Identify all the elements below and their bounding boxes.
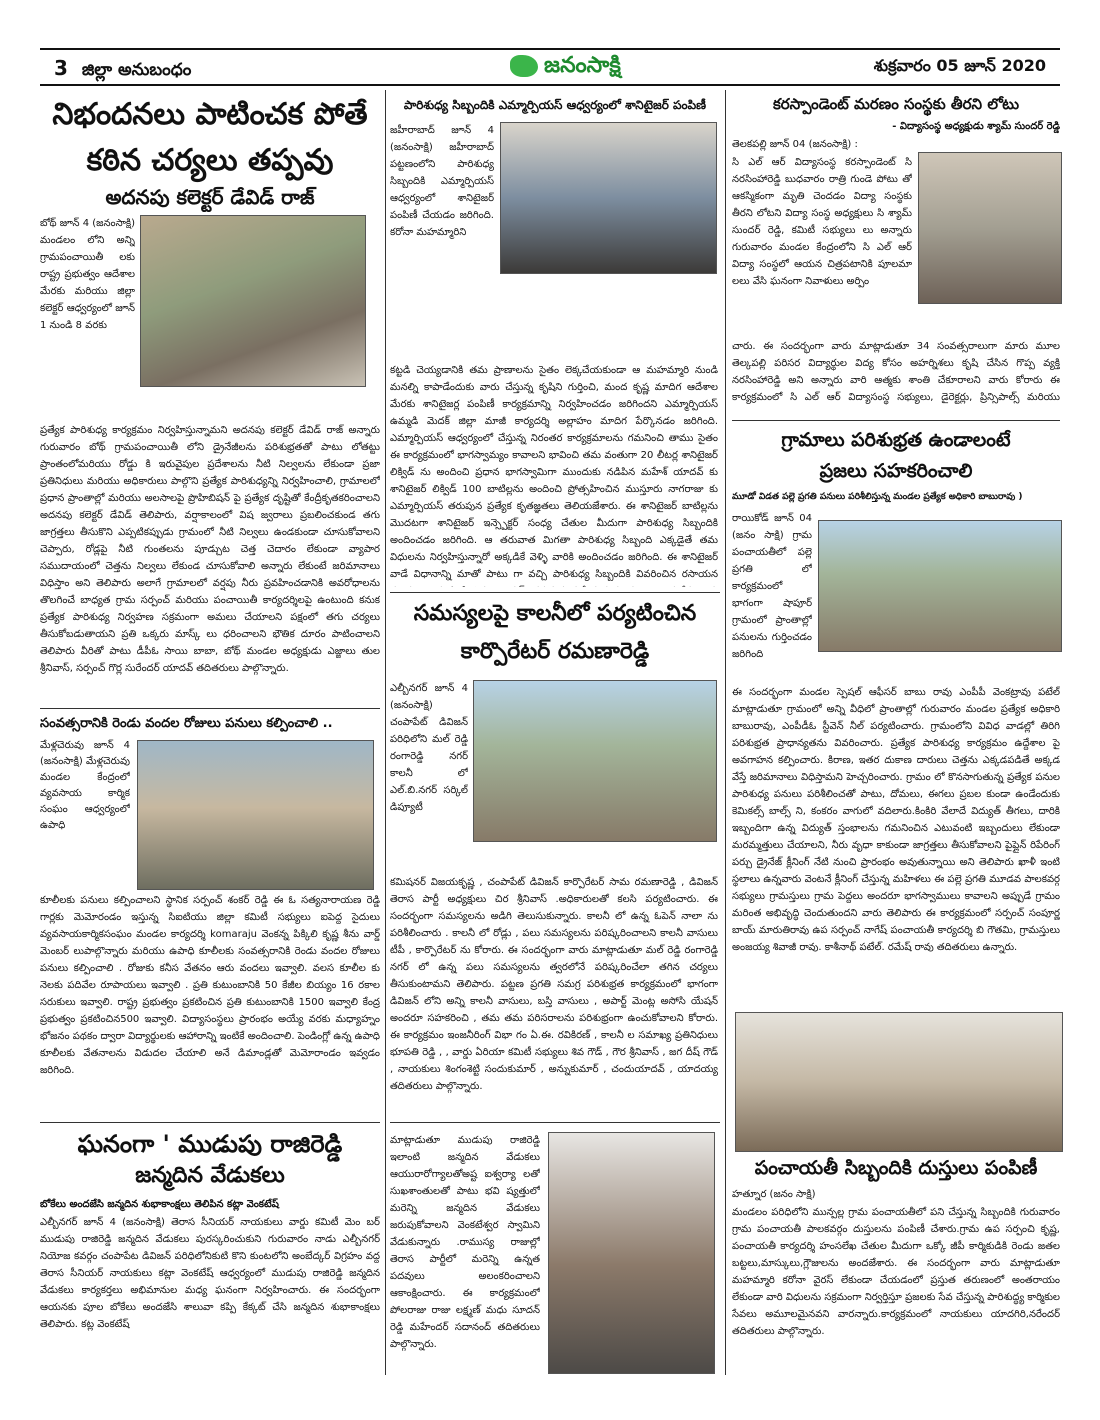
story5-dateline: ఎల్బీనగర్ జూన్ 4 (జనంసాక్షి) చంపాపేట్ డివిజన్ పరిధిలోని మల్ రెడ్డి రంగారెడ్డి నగర్ కాలనీ లో ఎల్.బి.నగర్ సర్కిల్ డిప్యూటీ [390,683,468,813]
story3-headline-2: జన్మదిన వేడుకలు [135,1163,285,1188]
story-divider [390,592,720,593]
issue-date: శుక్రవారం 05 జూన్ 2020 [873,56,1046,75]
story3-photo [548,1132,715,1374]
story5-headline-2: కార్పొరేటర్ రమణారెడ్డి [460,639,650,664]
story4-headline: పారిశుధ్య సిబ్బందికి ఎమ్మార్పియస్ ఆధ్వర్యంలో శానిటైజర్ పంపిణీ [403,98,707,112]
story2-headline: సంవత్సరానికి రెండు వందల రోజులు పనులు కల్పించాలి .. [40,716,333,731]
story6-body-narrow: సి ఎల్ ఆర్ విద్యాసంస్థ కరస్పాండెంట్ సి నరసింహారెడ్డి బుధవారం రాత్రి గుండె పోటు తో ఆకస్మికంగా మృతి చెందడం విద్యా సంస్థకు తీరని లోటని విద్యా సంస్థ అధ్యక్షులు సి శ్యామ్ సుందర్ రెడ్డి, కమిటీ సభ్యులు లు అన్నారు గురువారం మండల కేంద్రంలోని సి ఎల్ ఆర్ విద్యా సంస్థలో ఆయన చిత్రపటానికి పూలమా లలు వేసి ఘనంగా నివాళులు అర్పిం [732,157,912,287]
story7-photo [818,520,1062,652]
story3-body-left: ఎల్బీనగర్ జూన్ 4 (జనంసాక్షి) తెరాస సీనియర్ నాయకులు వార్డు కమిటీ మెం బర్ ముడుపు రాజిరెడ్డి జన్మదిన వేడుకలు పురస్కరించుకుని గురువారం నాడు ఎల్బీనగర్ నియోజ కవర్గం చంపాపేట డివిజన్ పరిధిలోనికుటి కొని కుంటలోని అంబేద్కర్ విగ్రహం వద్ద తెరాస సీనియర్ నాయకులు కట్లా వెంకటేష్ ఆధ్వర్యంలో ముడుపు రాజిరెడ్డి జన్మదిన వేడుకలు కార్యకర్తలు అభిమానుల మధ్య ఘనంగా నిర్వహించారు. ఈ సందర్భంగా ఆయనకు పూల బోకేలు అందజేసి శాలువా కప్పి కేక్కట్ చేసి జన్మదిన శుభాకాంక్షలు తెలిపారు. కట్ల వెంకటేష్ [40,1217,380,1330]
story6-body-wide: చారు. ఈ సందర్భంగా వారు మాట్లాడుతూ 34 సంవత్సరాలుగా మారు మూల తెల్కపల్లి పరిసర విద్యార్థుల విద్య కోసం అహర్నిశలు కృషి చేసిన గొప్ప వ్యక్తి నరసింహారెడ్డి అని అన్నారు వారి ఆత్మకు శాంతి చేకూరాలని వారు కోరారు ఈ కార్యక్రమంలో సి ఎల్ ఆర్ విద్యాసంస్థ సభ్యులు, డైరెక్టర్లు, ప్రిన్సిపాల్స్ మరియు [732,341,1060,403]
story-divider [40,1122,380,1123]
story2-body: కూలీలకు పనులు కల్పించాలని స్థానిక సర్పంచ్ శంకర్ రెడ్డి ఈ ఓ సత్యనారాయణ రెడ్డి గార్లకు మెమోరండం ఇస్తున్న సిఐటియు జిల్లా కమిటీ సభ్యులు ఐపెద్ద సైదులు వ్యవసాయకార్మికసంఘం మండల కార్యదర్శి komaraju వెంకన్న పిక్కిలి కృష్ణ శీను వార్డ్ మెంబర్ లుపాల్గొన్నారు మరియు ఉపాధి కూలీలకు సంవత్సరానికి రెండు వందల రోజులు పనులు కల్పించాలి . రోజుకు కనీస వేతనం ఆరు వందలు ఇవ్వాలి. వలస కూలీల కు నెలకు పదివేల రూపాయలు ఇవ్వాలి . ప్రతి కుటుంబానికి 50 కేజీల బియ్యం 16 రకాల సరుకులు ఇవ్వాలి. రాష్ట్ర ప్రభుత్వం ప్రకటించిన ప్రతి కుటుంబానికి 1500 ఇవ్వాలి కేంద్ర ప్రభుత్వం ప్రకటించిన500 ఇవ్వాలి. విద్యాసంస్థలు ప్రారంభం అయ్యే వరకు మధ్యాహ్నం భోజనం పథకం ద్వారా విద్యార్థులకు ఆహారాన్ని ఇంటికే అందించాలి. పెండింగ్లో ఉన్న ఉపాధి కూలీలకు వేతనాలను విడుదల చేయాలి అనే డిమాండ్లతో మెమోరాండం ఇవ్వడం జరిగింది. [40,895,380,1076]
masthead [40,48,1060,86]
story-divider [390,1122,720,1123]
story2-dateline: మేళ్లచెరువు జూన్ 4 (జనంసాక్షి) మేళ్లచెరువు మండల కేంద్రంలో వ్యవసాయ కార్మిక సంఘం ఆధ్వర్యంలో ఉపాధి [40,740,130,831]
story5-headline-1: సమస్యలపై కాలనీలో పర్యటించిన [413,601,697,626]
paper-name: జనంసాక్షి [544,53,621,78]
story3-body-right: మాట్లాడుతూ ముడుపు రాజిరెడ్డి ఇలాంటి జన్మదిన వేడుకలు ఆయురారోగ్యాలతోఅష్ట ఐశ్వర్యా లతో సుఖశాంతులతో పాటు భవి ష్యత్తులో మరెన్ని జన్మదిన వేడుకలు జరుపుకోవాలని వెంకటేశ్వర స్వామిని వేడుకున్నారు .రాముస్య రాజుల్లో తెరాస పార్టీలో మరెన్ని ఉన్నత పదవులు అలంకరించాలని ఆకాంక్షించారు. ఈ కార్యక్రమంలో పోలరాజు రాజు లక్ష్మణ్ మధు సూదన్ రెడ్డి మహేందర్ సదానంద్ తదితరులు పాల్గొన్నారు. [390,1135,540,1350]
story6-headline: కరస్పాండెంట్ మరణం సంస్థకు తీరని లోటు [772,95,1020,113]
story-divider [732,420,1060,421]
story-divider [40,708,380,709]
story6-byline: - విద్యాసంస్థ అధ్యక్షుడు శ్యామ్ సుందర్ రెడ్డి [892,121,1060,132]
story4-body: కట్టడి చెయ్యడానికి తమ ప్రాణాలను సైతం లెక్కచేయకుండా ఆ మహమ్మారి నుండి మనల్ని కాపాడేందుకు వారు చేస్తున్న కృషిని గుర్తించి, మంద కృష్ణ మాదిగ ఆదేశాల మేరకు శానిటైజర్ల పంపిణీ కార్యక్రమాన్ని నిర్వహించడం జరిగిందని ఎమ్మార్పియస్ ఉమ్మడి మెదక్ జిల్లా మాజీ కార్యదర్శి అల్లాహం మాదిగ పేర్కొనడం జరిగింది. ఎమ్మార్పియస్ ఆధ్వర్యంలో చేస్తున్న నిరంతర కార్యక్రమాలను గమనించి తాము సైతం ఈ కార్యక్రమంలో భాగస్వామ్యం కావాలని భావించి తమ వంతుగా 20 లీటర్ల శానిటైజర్ లిక్విడ్ ను అందించి ప్రధాన భాగస్వామిగా ముందుకు నడిపిన మహేశ్ యాదవ్ కు శానిటైజర్ లిక్విడ్ 100 బాటిల్లను అందించి ప్రోత్సహించిన ముస్తూరు నాగరాజు కు ఎమ్మార్పియస్ తరుపున ప్రత్యేక కృతజ్ఞతలు తెలియజేశారు. ఈ శానిటైజర్ బాటిల్లను మొదటగా శానిటైజర్ ఇన్స్పెక్టర్ సంధ్య చేతుల మీదుగా పారిశుధ్య సిబ్బందికి అందించడం జరిగింది. ఆ తరువాత మిగతా పారిశుధ్య సిబ్బంది ఎక్కడైతే తమ విధులను నిర్వహిస్తున్నారో అక్కడికే వెళ్ళి వారికి అందించడం జరిగింది. ఈ శానిటైజర్ వాడే విధానాన్ని మాతో పాటు గా వచ్చి పారిశుధ్య సిబ్బందికి వివరించిన రసాయన [390,365,718,580]
story7-subhead: మూడో విడత పల్లె ప్రగతి పనులు పరిశీలిస్తున్న మండల ప్రత్యేక అధికారి బాబురావు ) [732,492,1023,502]
story7-headline-2: ప్రజలు సహకరించాలి [819,460,973,482]
story4-photo [500,122,717,274]
story6-photo [918,152,1062,304]
story8-dateline: హత్నూర (జనం సాక్షి) [732,1189,816,1200]
story4-dateline: జహీరాబాద్ జూన్ 4 (జనంసాక్షి) జహీరాబాద్ పట్టణంలోని పారిశుధ్య సిబ్బందికి ఎమ్మార్పియస్ ఆధ్వర్యంలో శానిటైజర్ పంపిణీ చేయడం జరిగింది. కరోనా మహమ్మారిని [390,125,494,238]
story6-dateline: తెలకపల్లి జూన్ 04 (జనంసాక్షి) : [732,139,858,150]
story7-dateline: రాయికోడ్ జూన్ 04 (జనం సాక్షి) గ్రామ పంచాయతీలో పల్లె ప్రగతి లో కార్యక్రమంలో భాగంగా షాపూర్ గ్రామంలో ప్రాంతాల్లో పనులను గుర్తించడం జరిగింది [732,513,812,660]
page-number: 3 [54,56,68,80]
story3-headline-1: ఘనంగా ' ముడుపు రాజిరెడ్డి [77,1130,343,1158]
story8-headline: పంచాయతీ సిబ్బందికి దుస్తులు పంపిణీ [754,1157,1038,1179]
story7-headline-1: గ్రామాలు పరిశుభ్రత ఉండాలంటే [781,429,1011,451]
column-divider [725,90,726,1375]
janamsakshi-logo-icon [510,55,538,77]
story8-photo [735,1012,1063,1152]
story1-headline-1: నిభందనలు పాటించక పోతే [52,97,368,132]
section-name: జిల్లా అనుబంధం [81,60,192,80]
story1-headline-2: కఠిన చర్యలు తప్పవు [86,143,334,178]
page-info [54,56,191,84]
story5-body: కమిషనర్ విజయకృష్ణ , చంపాపేట్ డివిజన్ కార్పొరేటర్ సామ రమణారెడ్డి , డివిజన్ తెరాస పార్టీ అధ్యక్షులు చిర శ్రీనివాస్ .అధికారులతో కలసి పర్యటించారు. ఈ సందర్భంగా సమస్యలను అడిగి తెలుసుకున్నారు. కాలనీ లో ఉన్న ఓపెన్ నాలా ను పరిశీలించారు . కాలనీ లో రోడ్లు , పలు సమస్యలను పరిష్కరించాలని కాలనీ వాసులు టీపీ , కార్పొరేటర్ ను కోరారు. ఈ సందర్భంగా వారు మాట్లాడుతూ మల్ రెడ్డి రంగారెడ్డి నగర్ లో ఉన్న పలు సమస్యలను త్వరలోనే పరిష్కరించేలా తగిన చర్యలు తీసుకుంటామని తెలిపారు. పట్టణ ప్రగతి సమగ్ర పరిశుభ్రత కార్యక్రమంలో భాగంగా డివిజన్ లోని అన్ని కాలనీ వాసులు, బస్తి వాసులు , అపార్ట్ మెంట్ల అసోసి యేషన్ అందరూ సహకరించి , తమ తమ పరిసరాలను పరిశుభ్రంగా ఉంచుకోవాలని కోరారు. ఈ కార్యక్రమం ఇంజనీరింగ్ విభా గం ఏ.ఈ. రవికిరణ్ , కాలనీ ల సమాఖ్య ప్రతినిధులు భూపతి రెడ్డి , , వార్డు ఏరియా కమిటీ సభ్యులు శివ గౌడ్ , గౌర శ్రీనివాస్ , జగ దీష్ గౌడ్ , నాయకులు శింగంశెట్టి సందుకుమార్ , అన్నుకుమార్ , చందుయాదవ్ , యాదయ్య తదితరులు పాల్గొన్నారు. [390,877,718,1092]
story1-body: ప్రత్యేక పారిశుధ్య కార్యక్రమం నిర్వహిస్తున్నామని అదనపు కలెక్టర్ డేవిడ్ రాజ్ అన్నారు గురువారం బోథ్ గ్రామపంచాయితీ లోని డ్రైనేజీలను పరిశుభ్రతతో పాటు లోతట్టు ప్రాంతంలోమరియు రోడ్డు కి ఇరువైపుల ప్రదేశాలను నీటి నిల్వలను లేకుండా ప్రజా ప్రతినిధులు మరియు అధికారులు పాల్గొని ప్రత్యేక పారిశుధ్యన్ని నిర్వహించాలి, గ్రామాలలో ప్రధాన ప్రాంతాల్లో మరియు అలసాలపై ప్రొహిబిషన్ పై ప్రత్యేక దృష్టితో కేంద్రీకృతకరించాలని అదనపు కలెక్టర్ డేవిడ్ తెలిపారు, వర్షాకాలంలో విష జ్వరాలు ప్రబలించకుండ తగు జాగ్రత్తలు తీసుకొని ఎప్పటికప్పుడు గ్రామంలో నీటి నిల్వలు ఉండకుండా చూసుకోవాలని చెప్పారు, రోడ్లపై నీటి గుంతలను పూడ్చుట చెత్త చెదారం లేకుండా వ్యాపార సముదాయంలో చెత్తను నిల్వలు లేకుండ చూసుకోవాలి అన్నారు లేకుంటే జరిమానాలు విధిస్తాం అని తెలిపారు అలాగే గ్రామాలలో వర్షపు నీరు ప్రవహించడానికి అవరోధాలను తొలగించే బాధ్యత గ్రామ సర్పంచ్ మరియు పంచాయితీ కార్యదర్శిలపై ఉంటుంది కనుక ప్రత్యేక పారిశుధ్య నిర్వహణ సక్రమంగా అమలు చేయాలని పక్షంలో తగు చర్యలు తీసుకోబడుతాయని ప్రతి ఒక్కరు మాస్క్ లు ధరించాలని భౌతిక దూరం పాటించాలని తెలిపారు వీరితో పాటు డీపీఓ సాయి బాబా, బోథ్ మండల అధ్యక్షుడు ఎజ్జాలు తుల శ్రీనివాస్, సర్పంచ్ గొర్ల సురేందర్ యాదవ్ తదితరులు పాల్గొన్నారు. [40,425,380,674]
story1-subhead: అదనపు కలెక్టర్ డేవిడ్ రాజ్ [105,185,315,209]
story7-body: ఈ సందర్భంగా మండల స్పెషల్ ఆఫీసర్ బాబు రావు ఎంపీపీ వెంకట్రావు పటేల్ మాట్లాడుతూ గ్రామంలో అన్ని వీధిలో ప్రాంతాల్లో గురువారం మండల ప్రత్యేక అధికారి బాబురావు, ఎంపీడీఓ స్టీవెన్ నీల్ పర్యటించారు. గ్రామంలోని వివిధ వాడల్లో తిరిగి పరిశుభ్రత ప్రాధాన్యతను వివరించారు. ప్రత్యేక పారిశుధ్య కార్యక్రమం ఉద్దేశాల పై అవగాహన కల్పించారు. కిరాణ, ఇతర దుకాణ దారులు చెత్తను ఎక్కడపడితే అక్కడ వేస్తే జరిమానాలు విధిస్తామని హెచ్చరించారు. గ్రామం లో కొనసాగుతున్న ప్రత్యేక పనుల పారిశుధ్య పనులు పరిశీలించతో పాటు, దోమలు, ఈగలు ప్రబల కుండా ఉండేందుకు కెమికల్స్ బాల్స్ ని, కంకరం వాగులో వదిలారు.కింకిరి వేలాదే విద్యుత్ తీగలు, దారికి ఇబ్బందిగా ఉన్న విద్యుత్ స్తంభాలను గమనించిన ఎటువంటి ఇబ్బందులు లేకుండా మరమ్మత్తులు చేయాలని, నీరు వృధా కాకుండా జాగ్రత్తలు తీసుకోవాలని పైప్లైన్ రిపేరింగ్ పర్చు డ్రైనేజ్ క్లీనింగ్ నేటి నుంచి ప్రారంభం అవుతున్నాయి అని తెలిపారు ఖాళీ ఇంటి స్థలాలు ఉన్నవారు వెంటనే క్లీనింగ్ చేస్తున్న మహిళలు ఈ పల్లె ప్రగతి మూడవ పాలకవర్గ సభ్యులు గ్రామస్తులు గ్రామ పెద్దలు అందరూ భాగస్వాములు కావాలని అప్పుడే గ్రామం మరింత అభివృద్ధి చెందుతుందని వారు తెలిపారు ఈ కార్యక్రమంలో సర్పంచ్ సంపూర్ణ బాయ్ మారుతిరావు ఉప సర్పంచ్ నాగేష్ పంచాయతీ కార్యదర్శి బి గౌతమి, గ్రామస్తులు అంజయ్య శివాజీ రావు. కాశీనాథ్ పటేల్. రమేష్ రావు తదితరులు ఉన్నారు. [732,687,1060,953]
story2-photo [137,740,374,890]
story1-dateline: బోథ్ జూన్ 4 (జనంసాక్షి) మండలం లోని అన్ని గ్రామపంచాయితీ లకు రాష్ట్ర ప్రభుత్వం ఆదేశాల మేరకు మరియు జిల్లా కలెక్టర్ ఆధ్వర్యంలో జూన్ 1 నుండి 8 వరకు [40,218,135,331]
story8-body: మండలం పరిధిలోని మున్పల్ల గ్రామ పంచాయతీలో పని చేస్తున్న సిబ్బందికి గురువారం గ్రామ పంచాయతీ పాలకవర్గం దుస్తులను పంపిణీ చేశారు.గ్రామ ఉప సర్పంచి కృష్ణ, పంచాయతీ కార్యదర్శి హంసలేఖ చేతుల మీదుగా ఒక్కో జీపీ కార్మికుడికి రెండు జతల బట్టలు,మాస్కులు,గ్లౌజులను అందజేశారు. ఈ సందర్భంగా వారు మాట్లాడుతూ మహమ్మారి కరోనా వైరస్ లేకుండా చేయడంలో ప్రస్తుత తరుణంలో అంతరాయం లేకుండా వారి విధులను సక్రమంగా నిర్వర్తిస్తూ ప్రజలకు సేవ చేస్తున్న పారిశుద్ధ్య కార్మికుల సేవలు అమూలమైనవని వారన్నారు.కార్యక్రమంలో నాయకులు యాదగిరి,నరేందర్ తదితరులు పాల్గొన్నారు. [732,1207,1060,1337]
paper-logo [510,53,621,83]
story5-photo [473,680,717,842]
column-divider [385,90,386,1375]
story3-subhead: బోకేలు అందజేసి జన్మదిన శుభాకాంక్షలు తెలిపిన కట్లా వెంకటేష్ [40,1199,279,1210]
story1-photo [140,215,366,387]
